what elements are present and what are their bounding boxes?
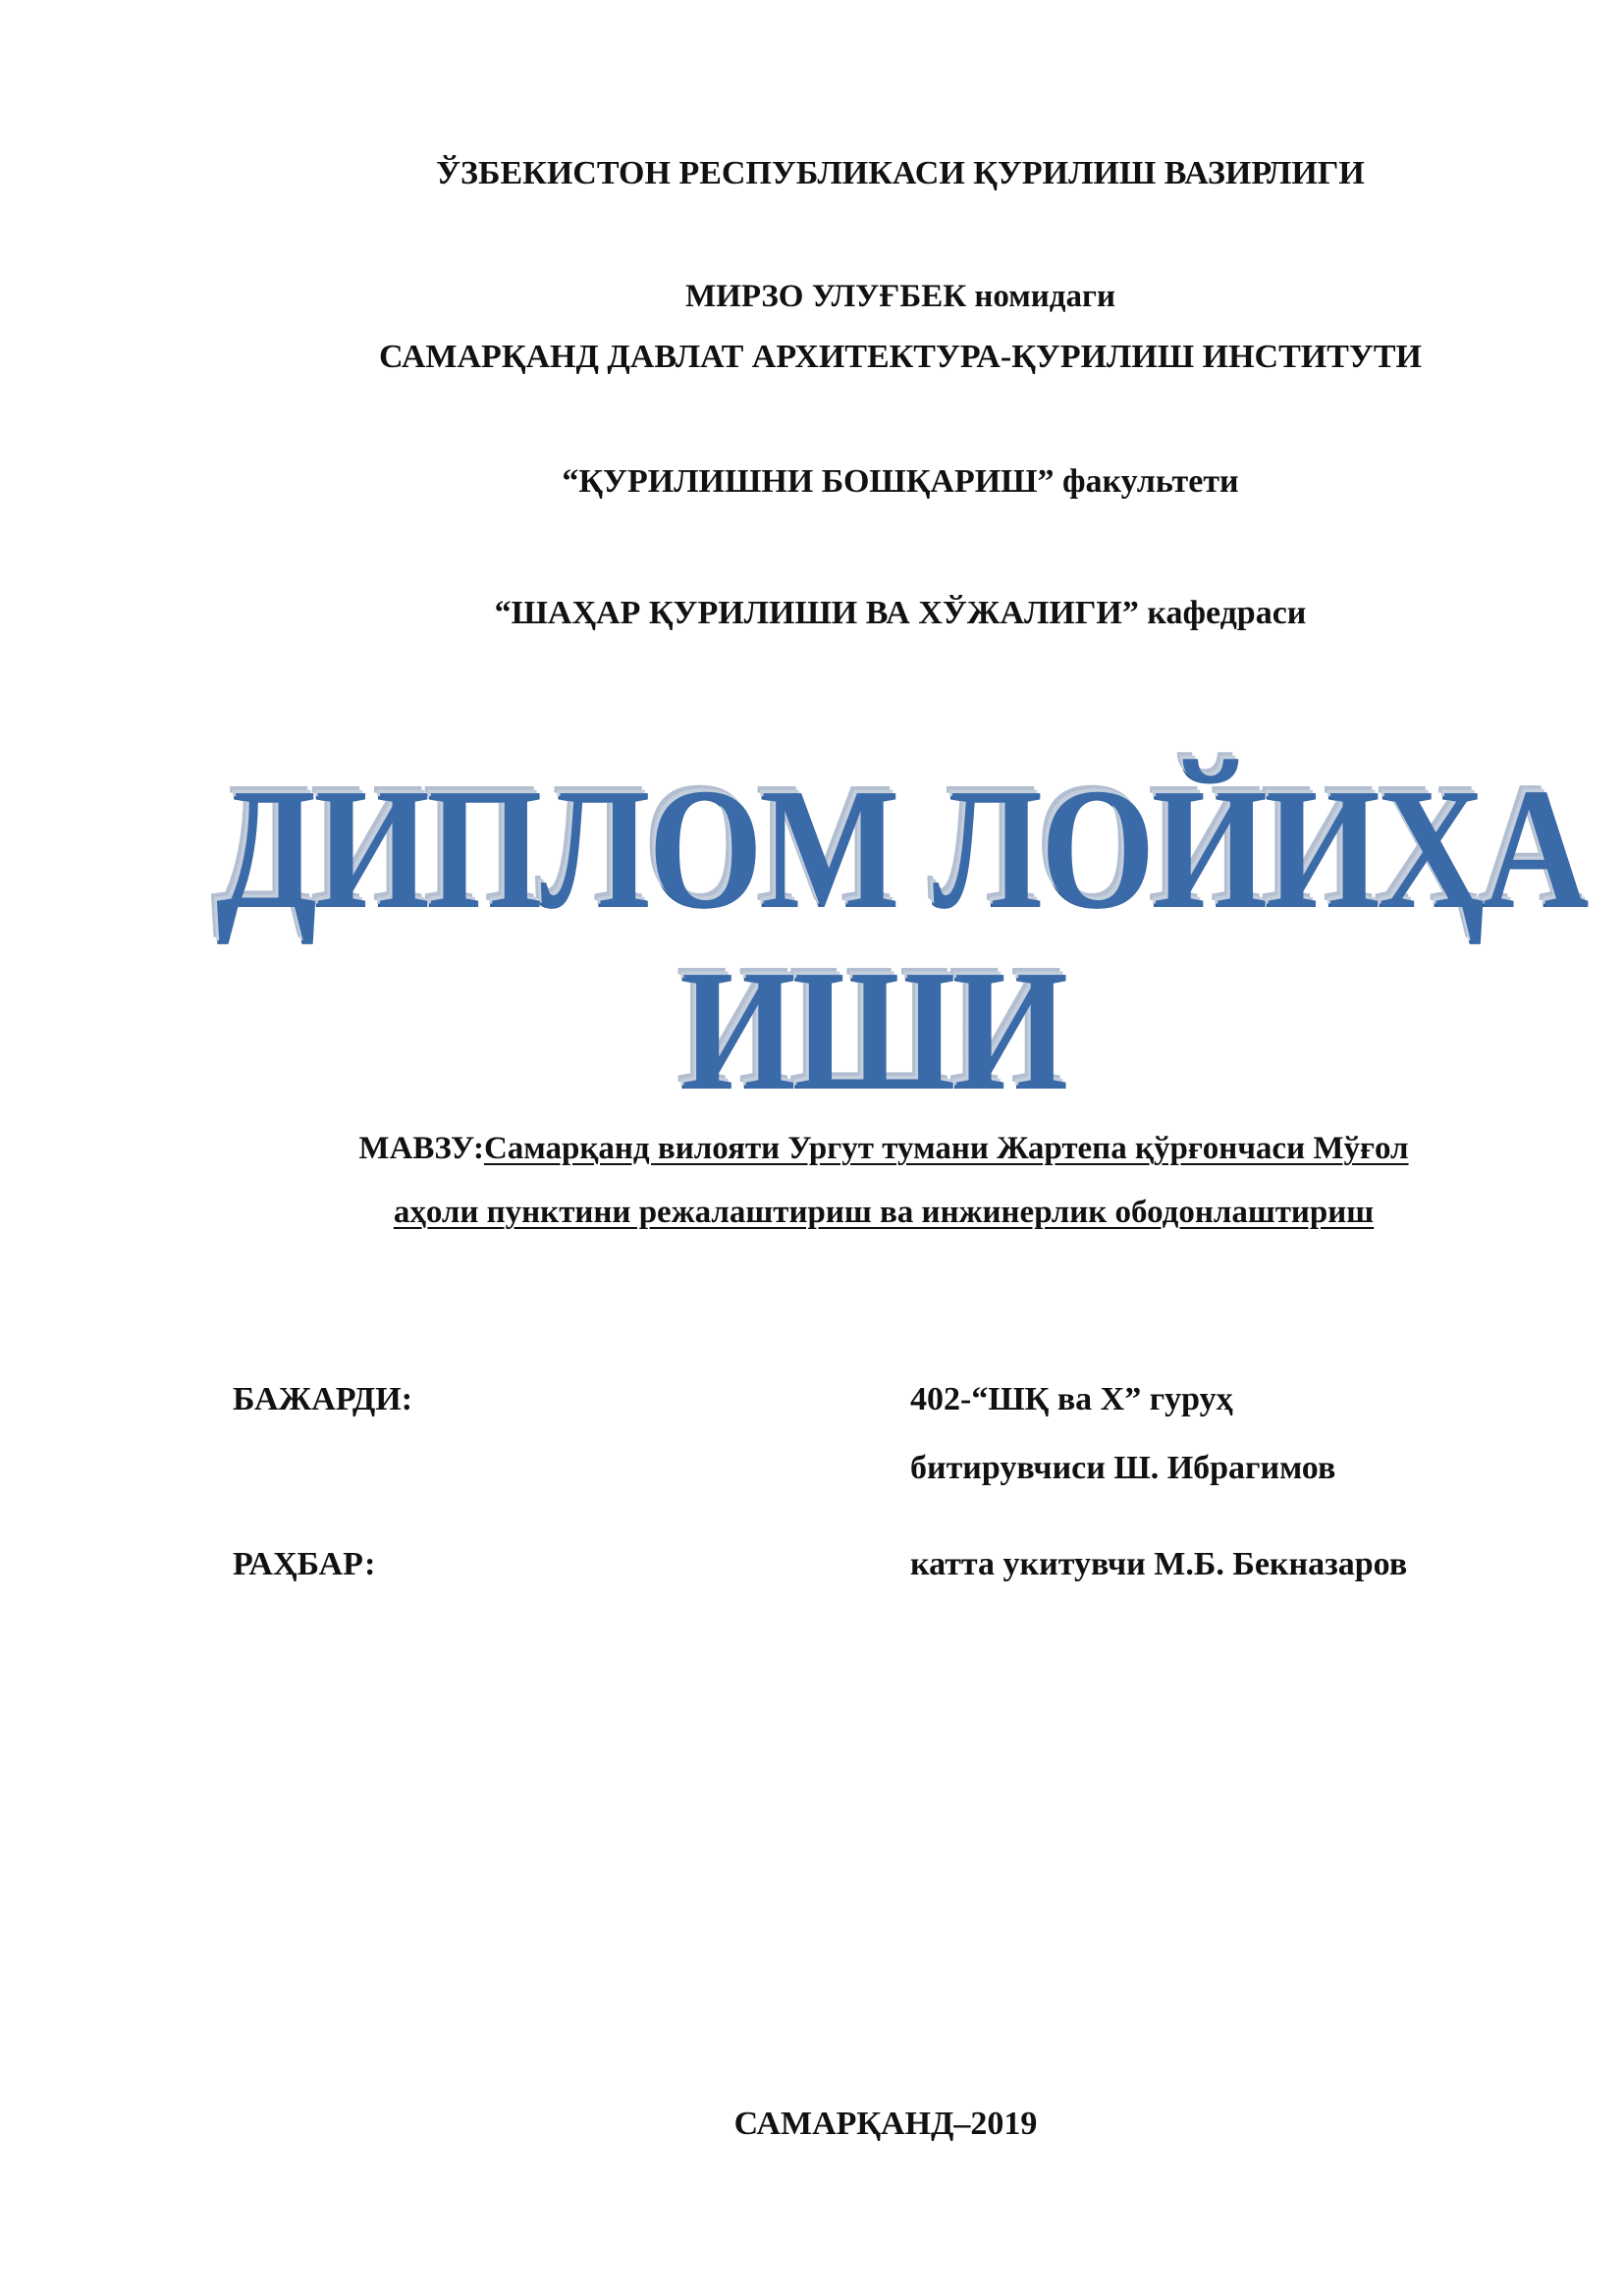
topic-label: МАВЗУ: bbox=[358, 1131, 484, 1166]
student-name: битирувчиси Ш. Ибрагимов bbox=[910, 1450, 1336, 1486]
institute-name-line2: САМАРҚАНД ДАВЛАТ АРХИТЕКТУРА-ҚУРИЛИШ ИНСТИТУТИ bbox=[379, 339, 1422, 375]
supervisor-name: катта укитувчи М.Б. Бекназаров bbox=[910, 1546, 1408, 1582]
city-year: САМАРҚАНД–2019 bbox=[733, 2106, 1038, 2142]
document-title-line1: ДИПЛОМ ЛОЙИҲА bbox=[216, 753, 1588, 945]
supervisor-label: РАҲБАР: bbox=[233, 1546, 376, 1582]
topic-line2 bbox=[245, 1195, 1522, 1231]
student-group: 402-“ШҚ ва Х” гуруҳ bbox=[910, 1381, 1233, 1417]
faculty-name: “ҚУРИЛИШНИ БОШҚАРИШ” факультети bbox=[562, 463, 1239, 500]
department-name: “ШАҲАР ҚУРИЛИШИ ВА ХЎЖАЛИГИ” кафедраси bbox=[494, 595, 1307, 631]
topic-text-line2: аҳоли пунктини режалаштириш ва инжинерлик ободонлаштириш bbox=[393, 1195, 1375, 1230]
document-title-line2: ИШИ bbox=[680, 934, 1067, 1127]
institute-name-line1: МИРЗО УЛУҒБЕК номидаги bbox=[685, 279, 1115, 314]
performed-by-label: БАЖАРДИ: bbox=[233, 1381, 413, 1417]
topic-text-line1: Самарқанд вилояти Ургут тумани Жартепа қўрғончаси Мўғол bbox=[483, 1131, 1409, 1166]
topic-line1 bbox=[245, 1131, 1522, 1167]
ministry-heading: ЎЗБЕКИСТОН РЕСПУБЛИКАСИ ҚУРИЛИШ ВАЗИРЛИГИ bbox=[436, 155, 1365, 191]
